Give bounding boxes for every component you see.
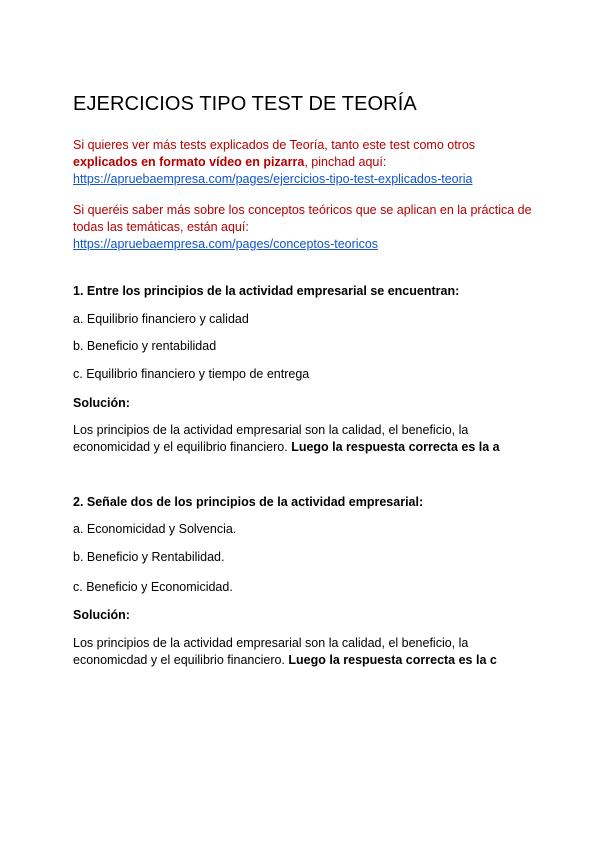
question-2-solution-text: Los principios de la actividad empresarial son la calidad, el beneficio, la economicdad y el equilibrio financiero. bbox=[73, 636, 469, 667]
question-2-solution-answer: Luego la respuesta correcta es la c bbox=[288, 653, 497, 667]
question-2-solution-label: Solución: bbox=[73, 608, 130, 622]
intro-tests-text-end: , pinchad aquí: bbox=[304, 155, 387, 169]
intro-tests-text: Si quieres ver más tests explicados de Teoría, tanto este test como otros bbox=[73, 138, 476, 152]
question-2-solution bbox=[73, 635, 513, 669]
question-2-text: 2. Señale dos de los principios de la actividad empresarial: bbox=[73, 495, 424, 509]
question-1-option-b: b. Beneficio y rentabilidad bbox=[73, 339, 217, 353]
tests-explicados-link[interactable]: https://apruebaempresa.com/pages/ejercicios-tipo-test-explicados-teoria bbox=[73, 172, 473, 186]
intro-tests-bold-text: explicados en formato vídeo en pizarra bbox=[73, 155, 305, 169]
intro-concepts-text: Si queréis saber más sobre los conceptos teóricos que se aplican en la práctica de todas las temáticas, están aquí: bbox=[73, 203, 532, 234]
intro-concepts-paragraph bbox=[73, 202, 533, 253]
question-1-option-a: a. Equilibrio financiero y calidad bbox=[73, 312, 249, 326]
question-2-option-c: c. Beneficio y Economicidad. bbox=[73, 580, 233, 594]
conceptos-teoricos-link[interactable]: https://apruebaempresa.com/pages/conceptos-teoricos bbox=[73, 237, 379, 251]
question-1-solution-label: Solución: bbox=[73, 396, 130, 410]
question-2-option-b: b. Beneficio y Rentabilidad. bbox=[73, 550, 225, 564]
question-1-text: 1. Entre los principios de la actividad empresarial se encuentran: bbox=[73, 284, 460, 298]
intro-tests-paragraph bbox=[73, 137, 533, 188]
question-1-solution-text: Los principios de la actividad empresarial son la calidad, el beneficio, la economicidad y el equilibrio financiero. bbox=[73, 423, 469, 454]
question-1-option-c: c. Equilibrio financiero y tiempo de entrega bbox=[73, 367, 310, 381]
page-title: EJERCICIOS TIPO TEST DE TEORÍA bbox=[73, 93, 417, 115]
question-1-solution-answer: Luego la respuesta correcta es la a bbox=[291, 440, 500, 454]
question-2-option-a: a. Economicidad y Solvencia. bbox=[73, 522, 237, 536]
question-1-solution bbox=[73, 422, 513, 456]
